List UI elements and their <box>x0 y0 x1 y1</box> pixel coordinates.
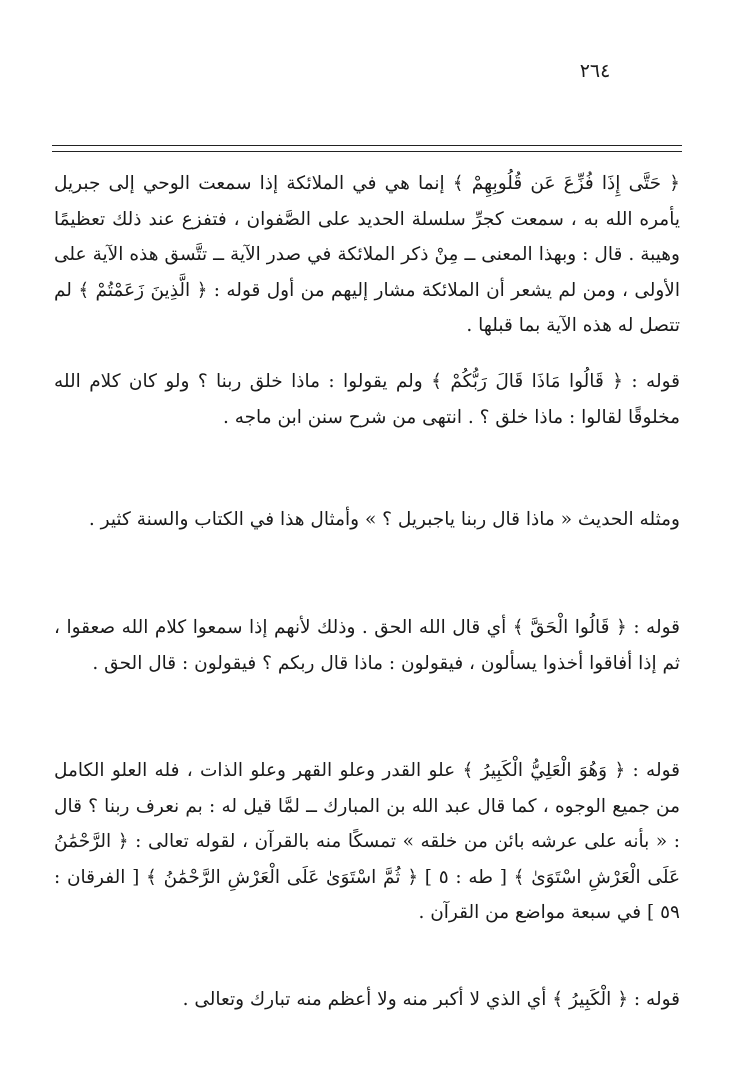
paragraph-3 <box>54 502 680 538</box>
header-rule-bottom <box>52 151 682 152</box>
paragraph-5 <box>54 753 680 931</box>
paragraph-4 <box>54 610 680 681</box>
paragraph-1 <box>54 166 680 344</box>
paragraph-6-text: قوله : ﴿ الْكَبِيرُ ﴾ أي الذي لا أكبر منه ولا أعظم منه تبارك وتعالى . <box>182 989 680 1010</box>
paragraph-3-text: ومثله الحديث « ماذا قال ربنا ياجبريل ؟ » وأمثال هذا في الكتاب والسنة كثير . <box>88 509 680 530</box>
paragraph-2-text: قوله : ﴿ قَالُوا مَاذَا قَالَ رَبُّكُمْ ﴾ ولم يقولوا : ماذا خلق ربنا ؟ ولو كان كلام الله مخلوقًا لقالوا : ماذا خلق ؟ . انتهى من شرح سنن ابن ماجه . <box>54 371 680 428</box>
paragraph-1-text: ﴿ حَتَّى إِذَا فُزِّعَ عَن قُلُوبِهِمْ ﴾ إنما هي في الملائكة إذا سمعت الوحي إلى جبريل يأمره الله به ، سمعت كجرِّ سلسلة الحديد على الصَّفوان ، فتفزع عند ذلك تعظيمًا وهيبة . قال : وبهذا المعنى ــ مِنْ ذكر الملائكة في صدر الآية ــ تتَّسق هذه الآية على الأولى ، ومن لم يشعر أن الملائكة مشار إليهم من أول قوله : ﴿ الَّذِينَ زَعَمْتُمْ ﴾ لم تتصل له هذه الآية بما قبلها . <box>54 173 680 336</box>
page-number: ٢٦٤ <box>579 60 611 82</box>
paragraph-4-text: قوله : ﴿ قَالُوا الْحَقَّ ﴾ أي قال الله الحق . وذلك لأنهم إذا سمعوا كلام الله صعقوا ، ثم إذا أفاقوا أخذوا يسألون ، فيقولون : ماذا قال ربكم ؟ فيقولون : قال الحق . <box>54 617 680 674</box>
paragraph-5-text: قوله : ﴿ وَهُوَ الْعَلِيُّ الْكَبِيرُ ﴾ علو القدر وعلو القهر وعلو الذات ، فله العلو الكامل من جميع الوجوه ، كما قال عبد الله بن المبارك ــ لمَّا قيل له : بم نعرف ربنا ؟ قال : « بأنه على عرشه بائن من خلقه » تمسكًا منه بالقرآن ، لقوله تعالى : ﴿ الرَّحْمَٰنُ عَلَى الْعَرْشِ اسْتَوَىٰ ﴾ [ طه : ٥ ] ﴿ ثُمَّ اسْتَوَىٰ عَلَى الْعَرْشِ الرَّحْمَٰنُ ﴾ [ الفرقان : ٥٩ ] في سبعة مواضع من القرآن . <box>54 760 680 923</box>
paragraph-2 <box>54 364 680 435</box>
paragraph-6 <box>54 982 680 1018</box>
header-rule-top <box>52 145 682 146</box>
